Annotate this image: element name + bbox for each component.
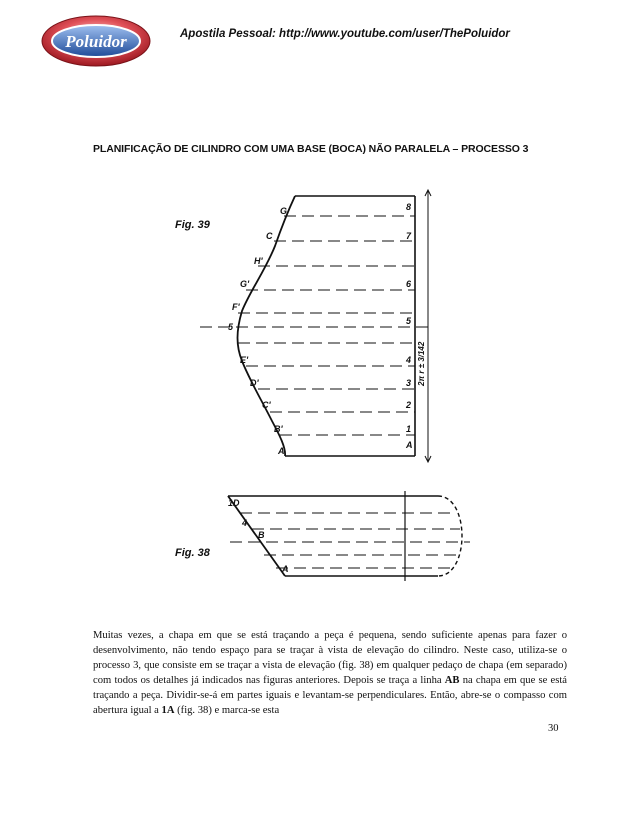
page-number: 30: [548, 723, 559, 734]
fig39-dimension-label: 2π r ± 3/142: [417, 341, 426, 386]
paragraph-text: (fig. 38) e marca-se esta: [174, 705, 280, 716]
fig38-label: Fig. 38: [175, 547, 210, 559]
point-label: 6: [406, 279, 412, 289]
paragraph-text: na chapa em que se está traçando a peça. Dividir-se-á em partes iguais e levantam-se perpendiculares. Então, abre-se o compasso com abertura igual a: [93, 675, 567, 716]
point-label: 4: [242, 518, 248, 528]
point-label: B: [258, 530, 265, 540]
paragraph-bold: AB: [444, 675, 460, 686]
point-label: 3: [406, 378, 412, 388]
point-label: F': [232, 302, 240, 312]
point-label: 2: [406, 400, 412, 410]
fig39-label: Fig. 39: [175, 219, 210, 231]
paragraph-bold: 1A: [161, 705, 175, 716]
point-label: D': [250, 378, 259, 388]
point-label: C': [262, 400, 271, 410]
point-label: B': [274, 424, 283, 434]
point-label: G: [280, 206, 288, 216]
header-title: Apostila Pessoal: http://www.youtube.com/user/ThePoluidor: [180, 28, 510, 40]
logo-text: Poluidor: [65, 32, 127, 51]
point-label: 1: [406, 424, 412, 434]
body-paragraph: [93, 628, 567, 718]
point-label: 7: [406, 231, 412, 241]
point-label: E': [240, 355, 249, 365]
point-label: G': [240, 279, 250, 289]
point-label: A: [278, 446, 285, 456]
page-title: PLANIFICAÇÃO DE CILINDRO COM UMA BASE (BOCA) NÃO PARALELA – PROCESSO 3: [93, 143, 529, 155]
point-label: C: [266, 231, 273, 241]
point-label: 5: [228, 322, 234, 332]
point-label: 5: [406, 316, 412, 326]
point-label: 8: [406, 202, 412, 212]
paragraph-text: Muitas vezes, a chapa em que se está traçando a peça é pequena, sendo suficiente apenas para fazer o desenvolvimento, não tendo espaço para se traçar à vista de elevação do cilindro. Neste caso, utiliza-se o processo 3, que consiste em se traçar a vista de elevação (fig. 38) em qualquer pedaço de chapa (em separado) com todos os detalhes já indicados nas figuras anteriores. Depois se traça a linha: [93, 630, 567, 686]
point-label: H': [254, 256, 263, 266]
point-label: 4: [406, 355, 412, 365]
logo: [40, 14, 152, 68]
technical-figure: [170, 186, 470, 586]
point-label: A: [282, 564, 289, 574]
point-label: A: [406, 440, 413, 450]
point-label: 1D: [228, 498, 240, 508]
